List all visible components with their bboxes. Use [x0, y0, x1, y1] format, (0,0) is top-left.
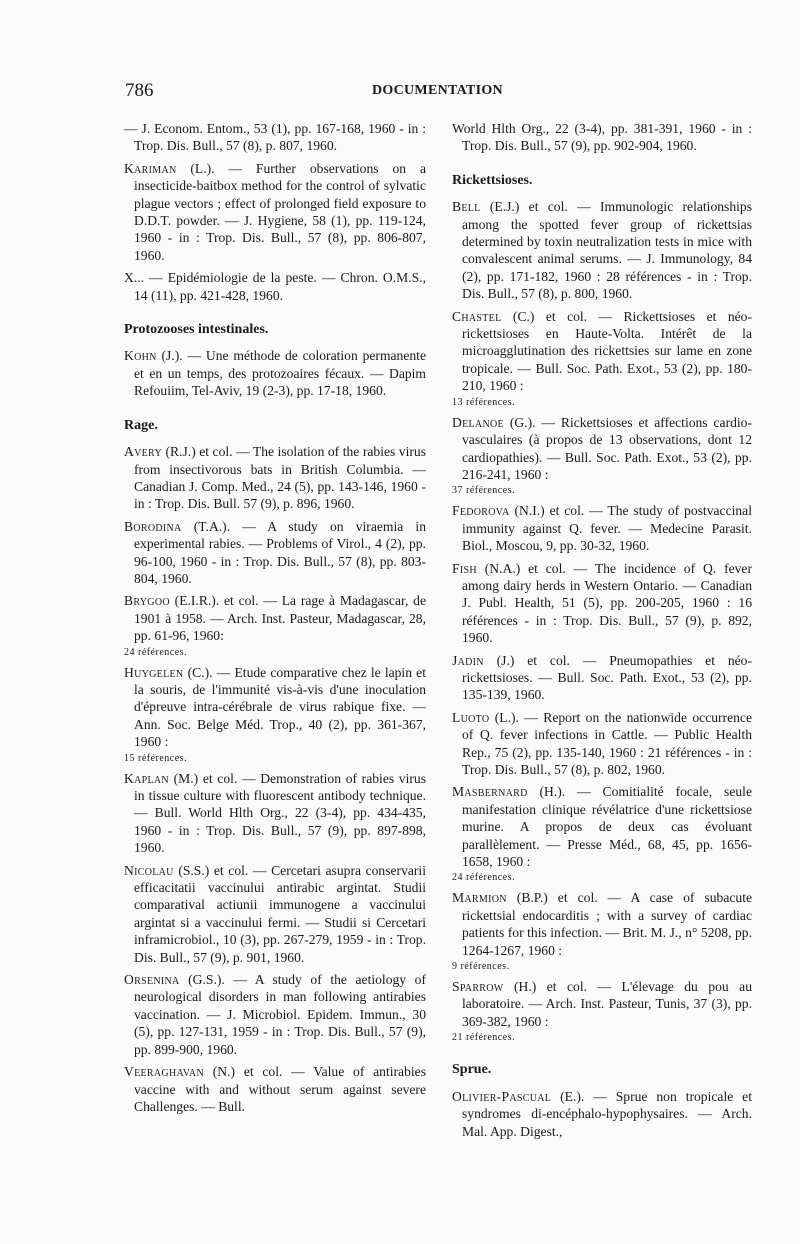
entry-text: (S.S.) et col. — Cercetari asupra conservarii efficacitatii vaccinului antirabic argintat. Studii comparatival actiunii immunogene a vaccinului argintat si a vaccinului fermi. — Studii si Cercetari inframicrobiol., 10 (3), pp. 267-279, 1959 - in : Trop. Dis. Bull., 57 (9), p. 901, 1960. — [134, 862, 426, 965]
entry-text: (L.). — Report on the nationwide occurrence of Q. fever infections in Cattle. — Public Health Rep., 75 (2), pp. 135-140, 1960 : 21 références - in : Trop. Dis. Bull., 57 (8), p. 802, 1960. — [462, 709, 752, 777]
author-name: Kariman — [124, 160, 177, 176]
author-name: Sparrow — [452, 979, 504, 995]
page-number: 786 — [125, 80, 154, 101]
author-name: Huygelen — [124, 664, 184, 680]
author-name: Luoto — [452, 709, 490, 725]
author-name: Jadin — [452, 652, 484, 668]
page-header — [125, 80, 750, 104]
reference-entry — [124, 160, 426, 264]
entry-text: (G.S.). — A study of the aetiology of neurological disorders in man following antirabies vaccination. — J. Microbiol. Epidem. Immun., 30 (5), pp. 127-131, 1959 - in : Trop. Dis. Bull., 57 (9), pp. 899-900, 1960. — [134, 972, 426, 1057]
author-name: Nicolau — [124, 862, 174, 878]
section-heading: Rickettsioses. — [452, 172, 533, 188]
reference-entry — [124, 347, 426, 399]
reference-entry — [124, 269, 426, 304]
right-column — [452, 120, 752, 1145]
reference-entry — [452, 889, 752, 973]
author-name: Fedorova — [452, 503, 510, 519]
reference-entry — [124, 518, 426, 588]
entry-text: (E.J.) et col. — Immunologic relationships among the spotted fever group of rickettsias determined by toxin neutralization tests in mice with convalescent animal serums. — J. Immunology, 84 (2), pp. 171-182, 1960 : 28 références - in : Trop. Dis. Bull., 57 (8), p. 800, 1960. — [462, 199, 752, 302]
author-name: Marmion — [452, 890, 507, 906]
entry-text: (M.) et col. — Demonstration of rabies virus in tissue culture with fluorescent antibody technique. — Bull. World Hlth Org., 22 (3-4), pp. 434-435, 1960 - in : Trop. Dis. Bull., 57 (9), pp. 897-898, 1960. — [134, 770, 426, 856]
entry-text: (L.). — Further observations on a insecticide-baitbox method for the control of sylvatic plague vectors ; effect of prolonged field exposure to D.D.T. powder. — J. Hygiene, 58 (1), pp. 119-124, 1960 - in : Trop. Dis. Bull., 57 (8), pp. 806-807, 1960. — [134, 160, 426, 263]
author-name: Veeraghavan — [124, 1064, 204, 1080]
reference-entry — [124, 770, 426, 857]
section-heading: Sprue. — [452, 1062, 492, 1078]
reference-entry — [124, 443, 426, 513]
reference-entry — [452, 502, 752, 554]
reference-entry — [452, 560, 752, 647]
reference-entry — [124, 120, 426, 155]
entry-text: (C.). — Etude comparative chez le lapin et la souris, de l'immunité vis-à-vis d'une inoculation d'épreuve intra-cérébrale de virus rabique fixe. — Ann. Soc. Belge Méd. Trop., 40 (2), pp. 361-367, 1960 : — [134, 664, 426, 750]
running-title: DOCUMENTATION — [372, 83, 503, 98]
left-column — [124, 120, 426, 1120]
reference-entry — [452, 1088, 752, 1140]
section-heading: Rage. — [124, 417, 158, 433]
author-name: Masbernard — [452, 784, 528, 800]
reference-entry — [124, 1063, 426, 1115]
author-name: Bell — [452, 199, 481, 215]
entry-text: (N.I.) et col. — The study of postvaccinal immunity against Q. fever. — Medecine Parasit. Biol., Moscou, 9, pp. 30-32, 1960. — [462, 503, 752, 554]
reference-count: 21 références. — [452, 1032, 516, 1044]
reference-entry — [124, 664, 426, 765]
entry-text: (E.). — Sprue non tropicale et syndromes di-encéphalo-hypophysaires. — Arch. Mal. App. Digest., — [462, 1088, 752, 1139]
author-name: Avery — [124, 444, 162, 460]
entry-text: World Hlth Org., 22 (3-4), pp. 381-391, 1960 - in : Trop. Dis. Bull., 57 (9), pp. 902-904, 1960. — [452, 121, 752, 154]
reference-entry — [124, 592, 426, 658]
entry-text: (J.). — Une méthode de coloration permanente et en un temps, des protozoaires fécaux. — Dapim Refouiim, Tel-Aviv, 19 (2-3), pp. 17-18, 1960. — [134, 348, 426, 399]
reference-count: 37 références. — [452, 485, 516, 497]
section-heading: Protozooses intestinales. — [124, 322, 269, 338]
entry-text: (T.A.). — A study on viraemia in experimental rabies. — Problems of Virol., 4 (2), pp. 96-100, 1960 - in : Trop. Dis. Bull., 57 (8), pp. 803-804, 1960. — [134, 518, 426, 586]
reference-entry — [452, 783, 752, 884]
author-name: Fish — [452, 560, 477, 576]
entry-text: (N.A.) et col. — The incidence of Q. fever among dairy herds in Western Ontario. — Canadian J. Publ. Health, 51 (5), pp. 200-205, 1960 : 16 références - in : Trop. Dis. Bull., 57 (9), p. 892, 1960. — [462, 560, 752, 646]
entry-text: (N.) et col. — Value of antirabies vaccine with and without serum against severe Challenges. — Bull. — [134, 1064, 426, 1114]
reference-entry — [452, 198, 752, 302]
reference-entry — [452, 308, 752, 409]
author-name: Borodina — [124, 518, 182, 534]
entry-text: (C.) et col. — Rickettsioses et néo-rickettsioses en Haute-Volta. Intérêt de la microagglutination des rickettsies sur lame en zone tropicale. — Bull. Soc. Path. Exot., 53 (2), pp. 180-210, 1960 : — [462, 308, 752, 394]
entry-text: (B.P.) et col. — A case of subacute rickettsial endocarditis ; with a survey of cardiac patients for this infection. — Brit. M. J., n° 5208, pp. 1264-1267, 1960 : — [462, 890, 752, 958]
entry-text: (R.J.) et col. — The isolation of the rabies virus from insectivorous bats in British Columbia. — Canadian J. Comp. Med., 24 (5), pp. 143-146, 1960 - in : Trop. Dis. Bull. 57 (9), p. 896, 1960. — [134, 444, 426, 512]
reference-entry — [452, 978, 752, 1044]
entry-text: (H.) et col. — L'élevage du pou au laboratoire. — Arch. Inst. Pasteur, Tunis, 37 (3), pp. 369-382, 1960 : — [462, 979, 752, 1029]
reference-entry — [124, 971, 426, 1058]
entry-text: — J. Econom. Entom., 53 (1), pp. 167-168, 1960 - in : Trop. Dis. Bull., 57 (8), p. 807, 1960. — [124, 121, 426, 154]
author-name: Kaplan — [124, 770, 169, 786]
reference-entry — [452, 120, 752, 155]
entry-text: (H.). — Comitialité focale, seule manifestation clinique révélatrice d'une rickettsiose murine. A propos de deux cas évoluant parallèlement. — Presse Méd., 68, 45, pp. 1656-1658, 1960 : — [462, 784, 752, 870]
entry-text: (J.) et col. — Pneumopathies et néo-rickettsioses. — Bull. Soc. Path. Exot., 53 (2), pp. 135-139, 1960. — [462, 652, 752, 703]
author-name: Brygoo — [124, 593, 170, 609]
entry-text: X... — Epidémiologie de la peste. — Chron. O.M.S., 14 (11), pp. 421-428, 1960. — [124, 270, 426, 303]
reference-entry — [452, 652, 752, 704]
reference-count: 15 références. — [124, 752, 188, 764]
reference-entry — [452, 709, 752, 779]
reference-entry — [452, 414, 752, 498]
author-name: Chastel — [452, 308, 502, 324]
reference-count: 24 références. — [452, 872, 516, 884]
author-name: Olivier-Pascual — [452, 1088, 552, 1104]
reference-entry — [124, 862, 426, 966]
author-name: Delanoe — [452, 414, 504, 430]
reference-count: 13 références. — [452, 396, 516, 408]
author-name: Kohn — [124, 348, 157, 364]
entry-text: (G.). — Rickettsioses et affections cardio-vasculaires (à propos de 13 observations, dont 12 cardiopathies). — Bull. Soc. Path. Exot., 53 (2), pp. 216-241, 1960 : — [462, 414, 752, 482]
entry-text: (E.I.R.). et col. — La rage à Madagascar, de 1901 à 1958. — Arch. Inst. Pasteur, Madagascar, 28, pp. 61-96, 1960: — [134, 593, 426, 644]
reference-count: 9 références. — [452, 961, 510, 973]
reference-count: 24 références. — [124, 646, 188, 658]
author-name: Orsenina — [124, 972, 180, 988]
